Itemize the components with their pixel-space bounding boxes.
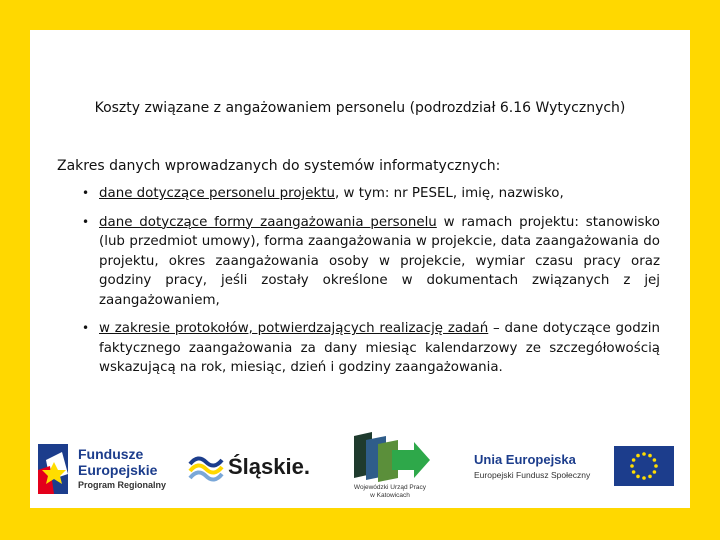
fe-star-icon	[36, 440, 76, 496]
wup-arrow-icon	[342, 428, 438, 484]
wup-line2: w Katowicach	[370, 492, 410, 499]
list-item	[82, 213, 660, 311]
bullet-text: , w tym: nr PESEL, imię, nazwisko,	[334, 186, 564, 201]
bullet-icon: •	[82, 186, 90, 200]
bullet-text: – dane dotyczące godzin faktycznego zaangażowania za dany miesiąc kalendarzowy ze szczegółowością wskazującą na rok, miesiąc, dzień i godziny zaangażowania.	[99, 321, 660, 375]
eu-flag-icon	[614, 446, 674, 486]
bullet-underlined-text: w zakresie protokołów, potwierdzających realizację zadań	[99, 321, 489, 336]
list-item	[82, 184, 660, 204]
slide-title: Koszty związane z angażowaniem personelu (podrozdział 6.16 Wytycznych)	[94, 100, 626, 116]
bullet-icon: •	[82, 321, 90, 335]
ue-line2: Europejski Fundusz Społeczny	[474, 470, 591, 480]
ue-line1: Unia Europejska	[474, 452, 576, 467]
bullet-list	[82, 184, 660, 387]
slaskie-wave-icon	[188, 452, 224, 486]
logo-bar	[30, 428, 690, 508]
lead-text: Zakres danych wprowadzanych do systemów informatycznych:	[57, 158, 501, 174]
bullet-icon: •	[82, 214, 90, 229]
fe-line2: Europejskie	[78, 462, 158, 478]
bullet-text: w ramach projektu: stanowisko (lub przedmiot umowy), forma zaangażowania w projekcie, data zaangażowania do projektu, okres zaangażowania osoby w projekcie, wymiar czasu pracy oraz godziny pracy, jeśli zostały określone w dokumentach związanych z jej zaangażowaniem,	[99, 214, 661, 308]
fe-line1: Fundusze	[78, 446, 144, 462]
wup-katowice-logo	[342, 428, 442, 508]
fundusze-europejskie-logo	[36, 440, 181, 498]
slide	[30, 30, 690, 508]
unia-europejska-logo	[468, 444, 688, 494]
slaskie-logo	[188, 452, 318, 486]
fe-line3: Program Regionalny	[78, 480, 167, 490]
bullet-underlined-text: dane dotyczące personelu projektu	[99, 186, 335, 201]
wup-line1: Wojewódzki Urząd Pracy	[353, 484, 427, 491]
bullet-underlined-text: dane dotyczące formy zaangażowania personelu	[99, 214, 437, 230]
slaskie-text: Śląskie.	[228, 454, 310, 479]
list-item	[82, 319, 660, 378]
